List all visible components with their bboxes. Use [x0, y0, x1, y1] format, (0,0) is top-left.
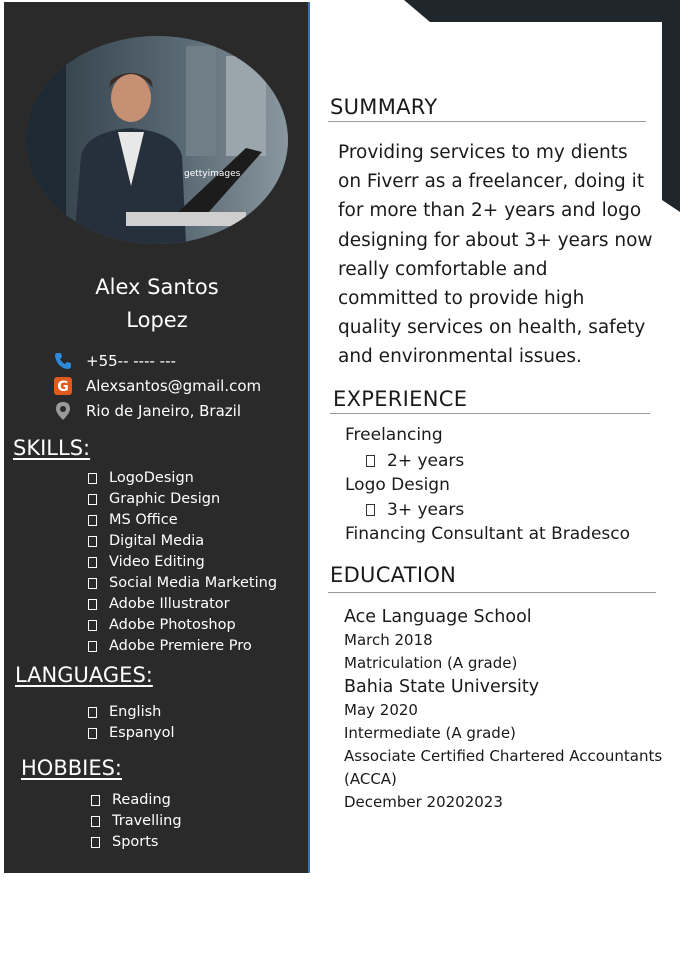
education-school-1-date: March 2018 [344, 631, 433, 649]
skill-item: Social Media Marketing [88, 573, 277, 594]
bullet-box-icon [88, 515, 97, 526]
education-school-1-detail: Matriculation (A grade) [344, 654, 518, 672]
summary-line: committed to provide high [338, 288, 585, 310]
phone-icon [52, 350, 74, 372]
languages-heading: LANGUAGES: [15, 663, 153, 687]
bullet-box-icon [88, 578, 97, 589]
hobby-item: Sports [91, 832, 182, 853]
svg-text:gettyimages: gettyimages [184, 169, 241, 179]
contact-email [52, 375, 261, 397]
experience-item-2: Logo Design [345, 475, 450, 495]
contact-phone [52, 350, 176, 372]
phone-text: +55-- ---- --- [86, 352, 176, 370]
education-school-3-date: December 20202023 [344, 793, 503, 811]
contact-location [52, 400, 241, 422]
summary-line: Providing services to my dients [338, 142, 628, 163]
bullet-box-icon [88, 536, 97, 547]
education-school-2-date: May 2020 [344, 701, 418, 719]
summary-line: really comfortable and [338, 258, 548, 280]
summary-line: designing for about 3+ years now [338, 229, 653, 251]
bullet-box-icon [366, 504, 375, 516]
education-school-2: Bahia State University [344, 677, 540, 697]
skill-item: Adobe Illustrator [88, 594, 277, 615]
summary-line: and environmental issues. [338, 346, 582, 368]
skill-item: LogoDesign [88, 468, 277, 489]
bullet-box-icon [91, 816, 100, 827]
bullet-box-icon [366, 455, 375, 467]
skill-item: Adobe Photoshop [88, 615, 277, 636]
language-item: English [88, 702, 174, 723]
hobby-item: Travelling [91, 811, 182, 832]
skill-item: Video Editing [88, 552, 277, 573]
summary-line: for more than 2+ years and logo [338, 200, 642, 222]
svg-text:G: G [57, 379, 69, 395]
bullet-box-icon [88, 557, 97, 568]
bullet-box-icon [91, 837, 100, 848]
location-text: Rio de Janeiro, Brazil [86, 402, 241, 420]
bullet-box-icon [88, 620, 97, 631]
skills-list [88, 468, 277, 657]
language-item: Espanyol [88, 723, 174, 744]
name-last: Lopez [126, 308, 188, 332]
bullet-box-icon [88, 494, 97, 505]
email-icon [52, 375, 74, 397]
summary-line: on Fiverr as a freelancer, doing it [338, 171, 645, 193]
bullet-box-icon [88, 641, 97, 652]
skills-heading: SKILLS: [13, 436, 91, 460]
languages-list [88, 702, 174, 744]
bullet-box-icon [88, 599, 97, 610]
email-text[interactable]: Alexsantos@gmail.com [86, 377, 262, 395]
experience-item-3: Financing Consultant at Bradesco [345, 524, 631, 544]
summary-text [338, 138, 658, 372]
profile-photo [26, 36, 288, 244]
summary-heading: SUMMARY [330, 95, 438, 119]
education-school-3: Associate Certified Chartered Accountants [344, 747, 663, 765]
location-pin-icon [52, 400, 74, 422]
skill-item: Adobe Premiere Pro [88, 636, 277, 657]
bullet-box-icon [88, 707, 97, 718]
hobbies-list [91, 790, 182, 853]
experience-item-1: Freelancing [345, 425, 443, 445]
education-divider [328, 592, 656, 593]
hobbies-heading: HOBBIES: [21, 756, 123, 780]
skill-item: Graphic Design [88, 489, 277, 510]
hobby-item: Reading [91, 790, 182, 811]
experience-item-2-duration: 3+ years [366, 500, 464, 520]
bullet-box-icon [91, 795, 100, 806]
summary-divider [328, 121, 646, 122]
bullet-box-icon [88, 728, 97, 739]
experience-heading: EXPERIENCE [333, 387, 468, 411]
education-list [344, 605, 664, 814]
bullet-box-icon [88, 473, 97, 484]
experience-item-1-duration: 2+ years [366, 451, 464, 471]
education-heading: EDUCATION [330, 563, 457, 587]
skill-item: MS Office [88, 510, 277, 531]
summary-line: quality services on health, safety [338, 317, 646, 339]
skill-item: Digital Media [88, 531, 277, 552]
education-school-3-abbr: (ACCA) [344, 770, 397, 788]
education-school-2-detail: Intermediate (A grade) [344, 724, 516, 742]
sidebar [4, 2, 310, 873]
experience-divider [330, 413, 650, 414]
name-first: Alex Santos [95, 275, 219, 299]
education-school-1: Ace Language School [344, 607, 532, 627]
